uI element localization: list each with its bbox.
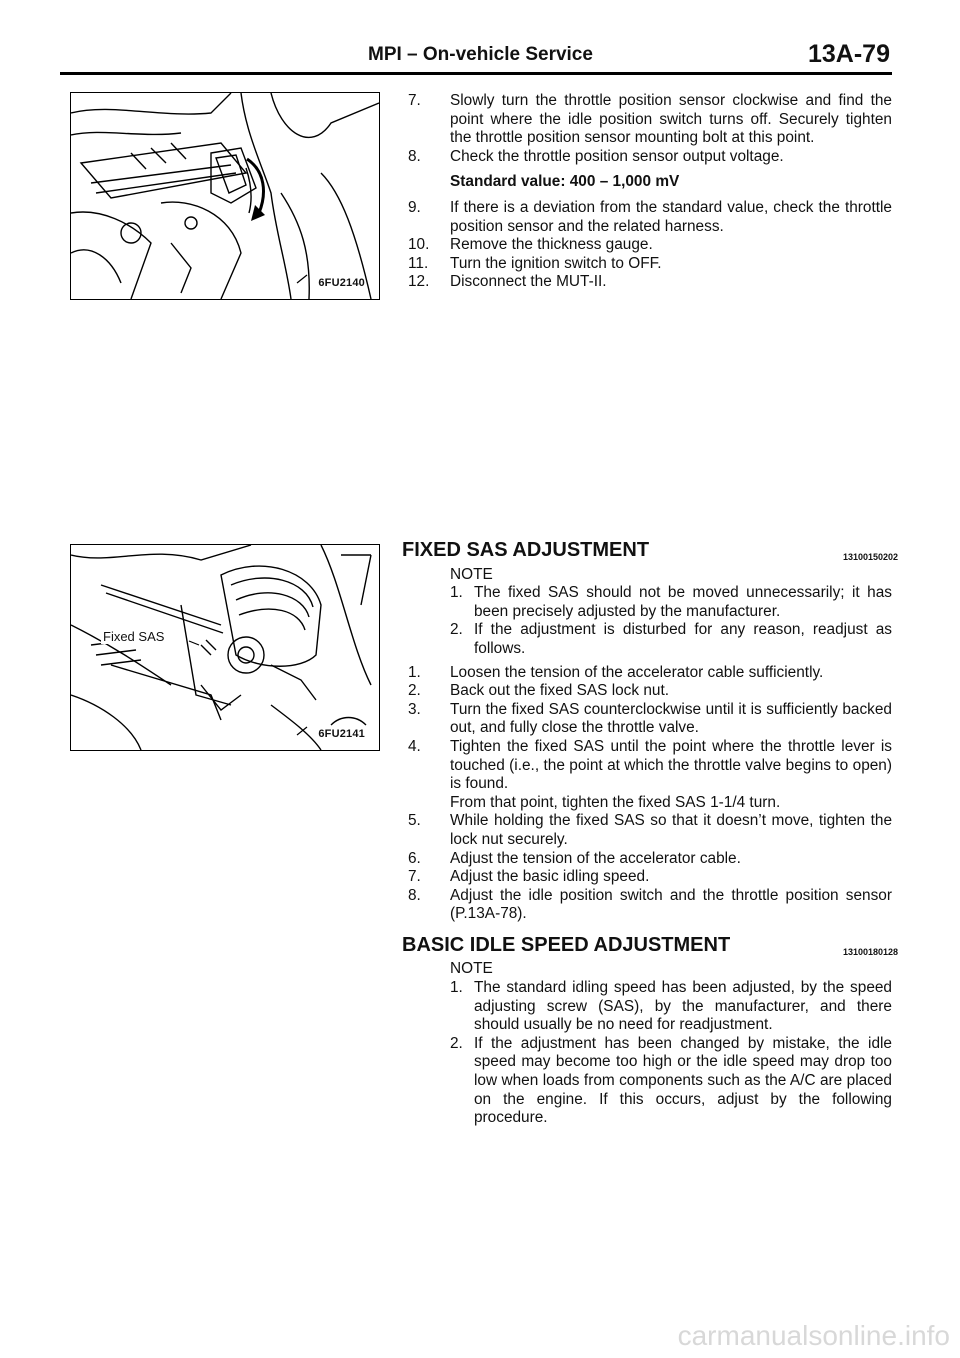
note-text: The standard idling speed has been adjusted, by the speed adjusting screw (SAS), by the manufacturer, and there should usually be no need for readjustment. <box>474 979 892 1034</box>
note-text: If the adjustment is disturbed for any reason, readjust as follows. <box>474 621 892 657</box>
section-heading-text: FIXED SAS ADJUSTMENT <box>402 539 650 561</box>
step-item <box>408 664 892 683</box>
note-number: 2. <box>450 1034 463 1052</box>
note-text: The fixed SAS should not be moved unnecessarily; it has been precisely adjusted by the manufacturer. <box>474 584 892 620</box>
step-text: While holding the fixed SAS so that it doesn’t move, tighten the lock nut securely. <box>450 812 892 848</box>
fixed-sas-illustration <box>71 545 379 750</box>
step-text: Adjust the tension of the accelerator cable. <box>450 849 741 867</box>
figure-throttle-sensor <box>70 92 380 300</box>
note-item <box>450 1035 892 1128</box>
section-heading <box>402 933 898 957</box>
note-item <box>450 621 892 658</box>
step-number: 3. <box>408 700 421 718</box>
step-number: 7. <box>408 868 421 886</box>
note-number: 2. <box>450 621 463 639</box>
step-text: Slowly turn the throttle position sensor clockwise and find the point where the idle position switch turns off. Securely tighten the throttle position sensor mounting bolt at this point. <box>450 92 892 147</box>
step-text: If there is a deviation from the standard value, check the throttle position sensor and the related harness. <box>450 198 892 235</box>
page-header <box>60 40 892 74</box>
step-text: Tighten the fixed SAS until the point where the throttle lever is touched (i.e., the point at which the throttle valve begins to open) is found. <box>450 737 892 793</box>
step-number: 2. <box>408 682 421 700</box>
note-block <box>408 566 892 659</box>
step-text: Turn the ignition switch to OFF. <box>450 254 662 272</box>
step-text: Remove the thickness gauge. <box>450 236 653 254</box>
step-item <box>408 794 892 813</box>
step-number: 6. <box>408 849 421 867</box>
step-item <box>408 701 892 738</box>
section-heading-text: BASIC IDLE SPEED ADJUSTMENT <box>402 933 731 956</box>
throttle-sensor-illustration <box>71 93 379 299</box>
note-text: If the adjustment has been changed by mistake, the idle speed may become too high or the idle speed may drop too low when loads from components such as the A/C are placed on the engine. If this occurs, adjust by the following procedure. <box>474 1034 892 1127</box>
figure-fixed-sas <box>70 544 380 751</box>
note-item <box>450 979 892 1035</box>
fixed-sas-section <box>402 539 898 1128</box>
step-number: 12. <box>408 273 430 291</box>
step-number: 8. <box>408 886 421 904</box>
step-item <box>408 236 892 255</box>
standard-value: Standard value: 400 – 1,000 mV <box>450 173 680 191</box>
step-item <box>408 682 892 701</box>
step-item <box>408 255 892 274</box>
section-id: 13100150202 <box>842 552 898 562</box>
step-text: Adjust the idle position switch and the throttle position sensor (P.13A-78). <box>450 886 892 923</box>
note-block <box>408 960 892 1127</box>
section-heading <box>402 539 898 562</box>
step-text: Back out the fixed SAS lock nut. <box>450 682 670 700</box>
step-item <box>408 148 892 167</box>
step-text: Turn the fixed SAS counterclockwise until it is sufficiently backed out, and fully close the throttle valve. <box>450 700 892 737</box>
step-number: 7. <box>408 92 421 109</box>
steps-continued <box>408 92 892 292</box>
step-number: 1. <box>408 663 421 681</box>
step-text: Adjust the basic idling speed. <box>450 868 650 886</box>
step-number: 9. <box>408 198 421 216</box>
figure-code: 6FU2141 <box>318 728 365 740</box>
step-item <box>408 812 892 849</box>
step-number: 5. <box>408 812 421 830</box>
step-item <box>408 199 892 236</box>
step-text: From that point, tighten the fixed SAS 1-1/4 turn. <box>450 793 781 811</box>
page-title: MPI – On-vehicle Service <box>368 44 593 65</box>
step-number: 4. <box>408 737 421 755</box>
note-item <box>450 584 892 621</box>
step-text: Disconnect the MUT-II. <box>450 273 607 291</box>
step-item <box>408 273 892 292</box>
step-number: 11. <box>408 254 429 272</box>
figure-callout: Fixed SAS <box>103 629 165 644</box>
step-item <box>408 868 892 887</box>
step-item <box>408 850 892 869</box>
step-item <box>408 738 892 794</box>
header-rule <box>60 72 892 75</box>
step-text: Check the throttle position sensor output voltage. <box>450 147 784 165</box>
note-label: NOTE <box>450 960 493 978</box>
note-label: NOTE <box>450 565 493 583</box>
step-item <box>408 92 892 148</box>
step-number: 8. <box>408 147 421 165</box>
step-item <box>408 887 892 924</box>
note-number: 1. <box>450 584 463 602</box>
page-number: 13A-79 <box>808 40 890 68</box>
watermark: carmanualsonline.info <box>677 1320 950 1351</box>
note-number: 1. <box>450 979 463 997</box>
section-id: 13100180128 <box>842 946 898 957</box>
figure-code: 6FU2140 <box>318 277 365 289</box>
step-number: 10. <box>408 236 430 254</box>
step-text: Loosen the tension of the accelerator cable sufficiently. <box>450 663 824 681</box>
